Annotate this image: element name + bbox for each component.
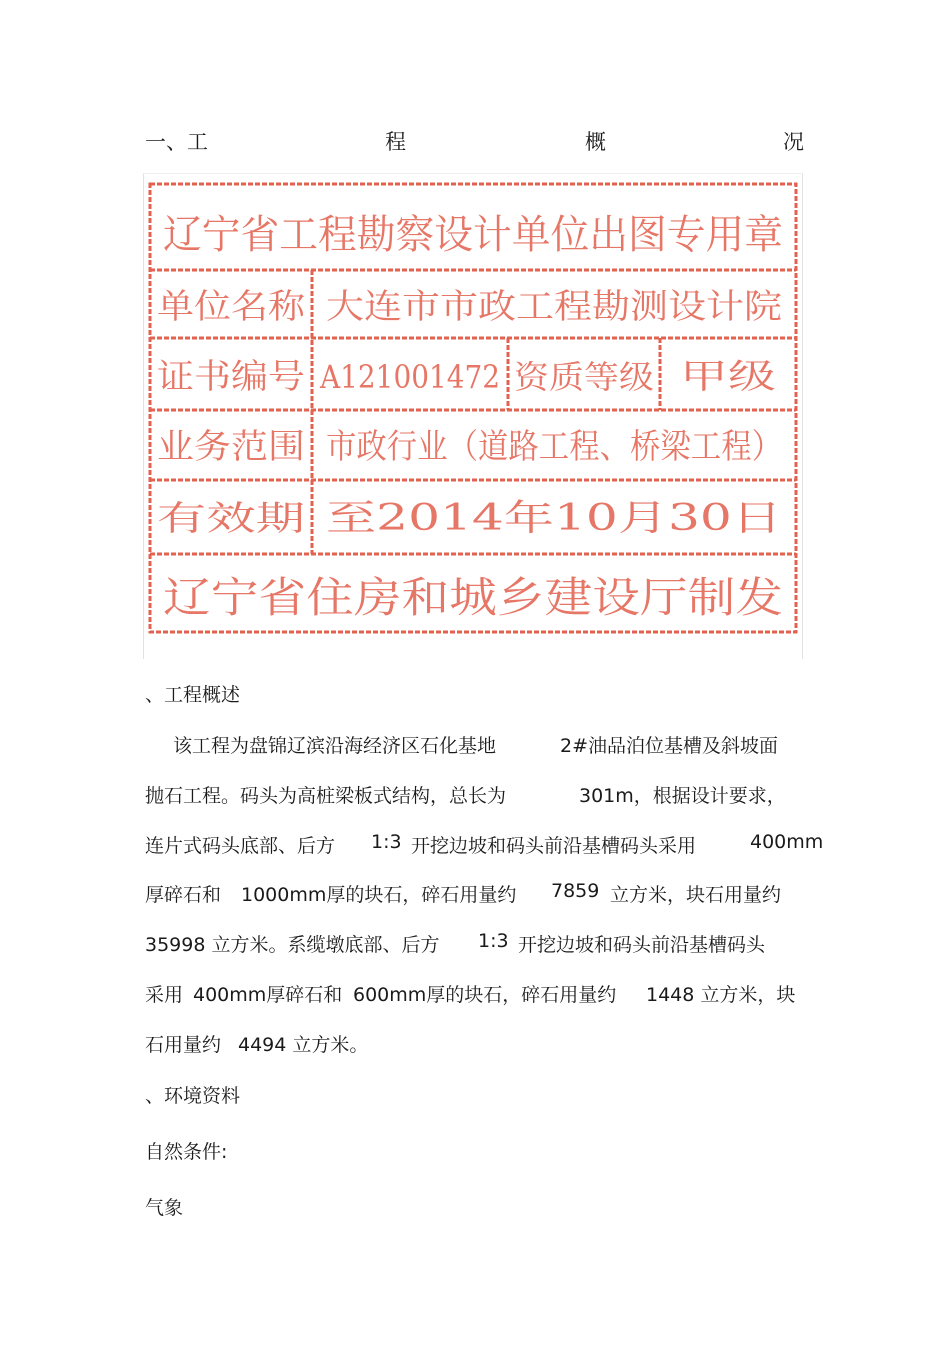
text-run: 301m，根据设计要求，: [579, 785, 786, 807]
paragraph-line: [145, 980, 805, 1006]
section-title-environment: 、环境资料: [145, 1085, 241, 1107]
text-run: 抛石工程。码头为高桩梁板式结构，总长为: [145, 785, 507, 807]
text-run: 7859: [551, 880, 600, 902]
stamp-value: 至2014年10月30日: [326, 498, 782, 539]
text-run: 1448 立方米，块: [646, 984, 796, 1006]
text-run: 该工程为盘锦辽滨沿海经济区石化基地: [173, 735, 497, 757]
section-heading: [145, 126, 805, 156]
stamp-image-frame: [143, 173, 803, 659]
stamp-label: 资质等级: [514, 358, 654, 396]
paragraph-line: [145, 831, 824, 857]
paragraph-line: [145, 880, 805, 906]
text-run: 石用量约: [145, 1034, 222, 1056]
stamp-value: 甲级: [680, 357, 776, 397]
text-run: 1:3: [478, 930, 509, 952]
text-run: 立方米，块石用量约: [610, 884, 782, 906]
text-run: 4494 立方米。: [238, 1034, 369, 1056]
official-seal-stamp: [144, 174, 802, 658]
text-run: 开挖边坡和码头前沿基槽码头: [518, 934, 766, 956]
heading-part: 况: [783, 130, 804, 154]
text-run: 厚碎石和: [145, 884, 222, 906]
stamp-value: A121001472: [319, 358, 500, 396]
paragraph-line: [145, 930, 805, 956]
text-run: 连片式码头底部、后方: [145, 835, 336, 857]
stamp-label: 证书编号: [157, 357, 305, 397]
heading-part: 概: [585, 130, 606, 154]
stamp-title: 辽宁省工程勘察设计单位出图专用章: [163, 212, 783, 258]
text-run: 采用: [145, 984, 184, 1006]
stamp-value: 大连市市政工程勘测设计院: [326, 287, 782, 327]
heading-part: 程: [385, 130, 406, 154]
text-run: 600mm厚的块石，碎石用量约: [353, 984, 617, 1006]
text-run: 开挖边坡和码头前沿基槽码头采用: [411, 835, 697, 857]
text-run: 1000mm厚的块石，碎石用量约: [241, 884, 517, 906]
text-run: 400mm: [750, 831, 824, 853]
stamp-label: 有效期: [157, 499, 305, 539]
stamp-label: 业务范围: [157, 427, 305, 467]
heading-part: 一、工: [145, 130, 208, 154]
text-run: 400mm厚碎石和: [193, 984, 343, 1006]
section-title-overview: 、工程概述: [145, 684, 241, 706]
subheading-meteorology: 气象: [145, 1197, 184, 1219]
paragraph-line: [145, 781, 805, 807]
stamp-value: 市政行业（道路工程、桥梁工程）: [326, 427, 782, 467]
paragraph-line: [145, 1030, 805, 1056]
paragraph-line: [145, 731, 805, 757]
text-run: 35998 立方米。系缆墩底部、后方: [145, 934, 440, 956]
subheading-natural-conditions: 自然条件:: [145, 1141, 228, 1163]
text-run: 1:3: [371, 831, 402, 853]
stamp-footer: 辽宁省住房和城乡建设厅制发: [163, 573, 783, 622]
text-run: 2#油品泊位基槽及斜坡面: [560, 735, 779, 757]
stamp-label: 单位名称: [157, 287, 307, 327]
